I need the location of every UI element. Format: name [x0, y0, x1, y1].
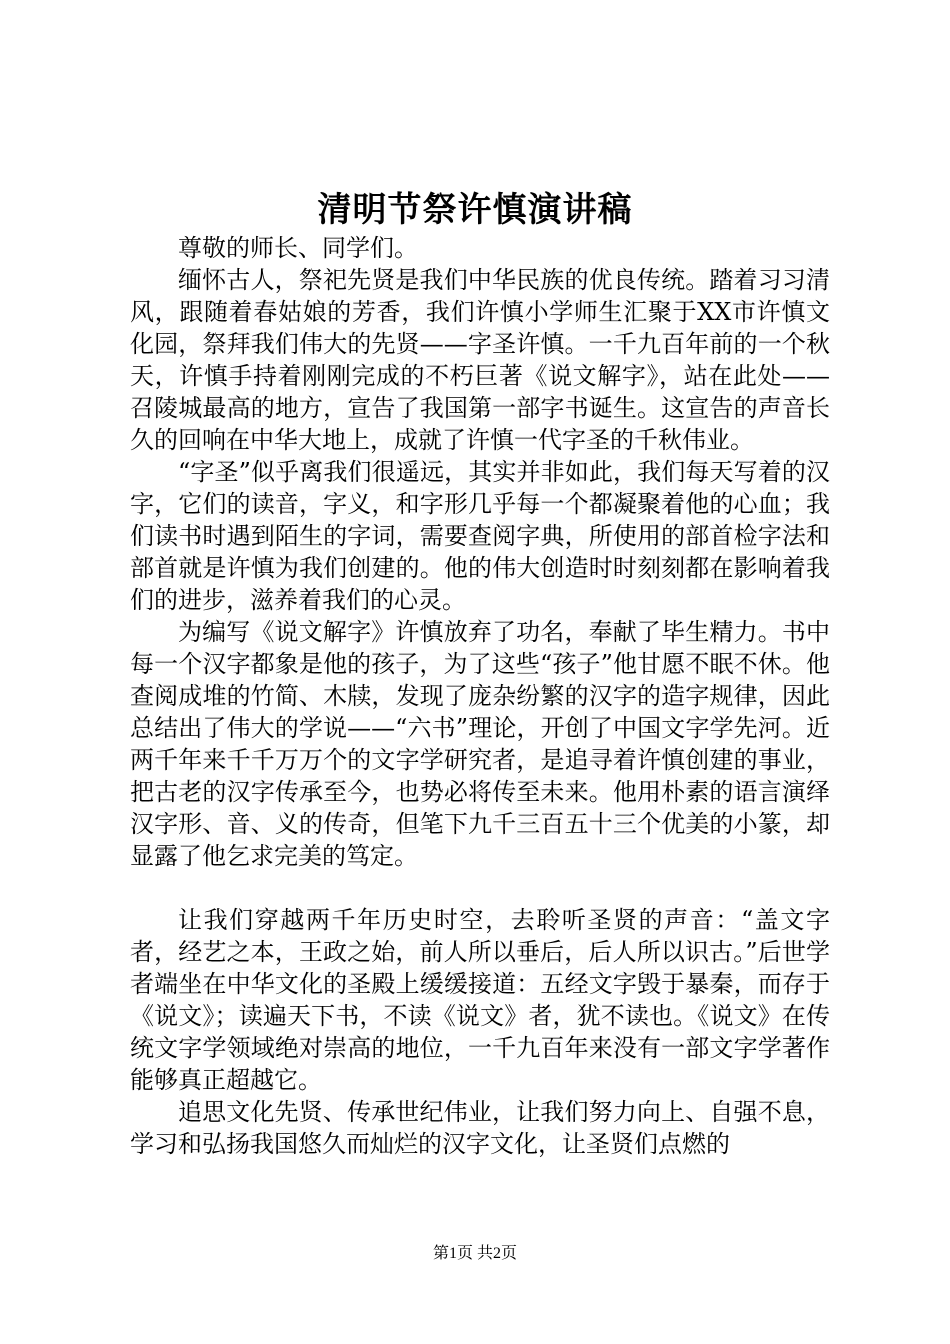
page-footer: 第1页 共2页: [432, 1245, 517, 1262]
document-title: 清明节祭许慎演讲稿: [317, 190, 633, 230]
paragraph-1: 缅怀古人，祭祀先贤是我们中华民族的优良传统。踏着习习清风，跟随着春姑娘的芳香，我们许慎小学师生汇聚于XX市许慎文化园，祭拜我们伟大的先贤——字圣许慎。一千九百年前的一个秋天，许慎手持着刚刚完成的不朽巨著《说文解字》，站在此处——召陵城最高的地方，宣告了我国第一部字书诞生。这宣告的声音长久的回响在中华大地上，成就了许慎一代字圣的千秋伟业。: [130, 266, 830, 454]
paragraph-2: “字圣”似乎离我们很遥远，其实并非如此，我们每天写着的汉字，它们的读音，字义，和字形几乎每一个都凝聚着他的心血；我们读书时遇到陌生的字词，需要查阅字典，所使用的部首检字法和部首就是许慎为我们创建的。他的伟大创造时时刻刻都在影响着我们的进步，滋养着我们的心灵。: [130, 458, 830, 614]
paragraph-4: 让我们穿越两千年历史时空，去聆听圣贤的声音：“盖文字者，经艺之本，王政之始，前人所以垂后，后人所以识古。”后世学者端坐在中华文化的圣殿上缓缓接道：五经文字毁于暴秦，而存于《说文》；读遍天下书，不读《说文》者，犹不读也。《说文》在传统文字学领域绝对崇高的地位，一千九百年来没有一部文字学著作能够真正超越它。: [130, 906, 830, 1094]
paragraph-5: 追思文化先贤、传承世纪伟业，让我们努力向上、自强不息，学习和弘扬我国悠久而灿烂的汉字文化，让圣贤们点燃的: [130, 1098, 830, 1158]
salutation: 尊敬的师长、同学们。: [178, 234, 418, 262]
paragraph-spacer: [130, 872, 830, 904]
document-body: [130, 232, 830, 1160]
paragraph-3: 为编写《说文解字》许慎放弃了功名，奉献了毕生精力。书中每一个汉字都象是他的孩子，为了这些“孩子”他甘愿不眠不休。他查阅成堆的竹简、木牍，发现了庞杂纷繁的汉字的造字规律，因此总结出了伟大的学说——“六书”理论，开创了中国文字学先河。近两千年来千千万万个的文字学研究者，是追寻着许慎创建的事业，把古老的汉字传承至今，也势必将传至未来。他用朴素的语言演绎汉字形、音、义的传奇，但笔下九千三百五十三个优美的小篆，却显露了他乞求完美的笃定。: [130, 618, 830, 870]
